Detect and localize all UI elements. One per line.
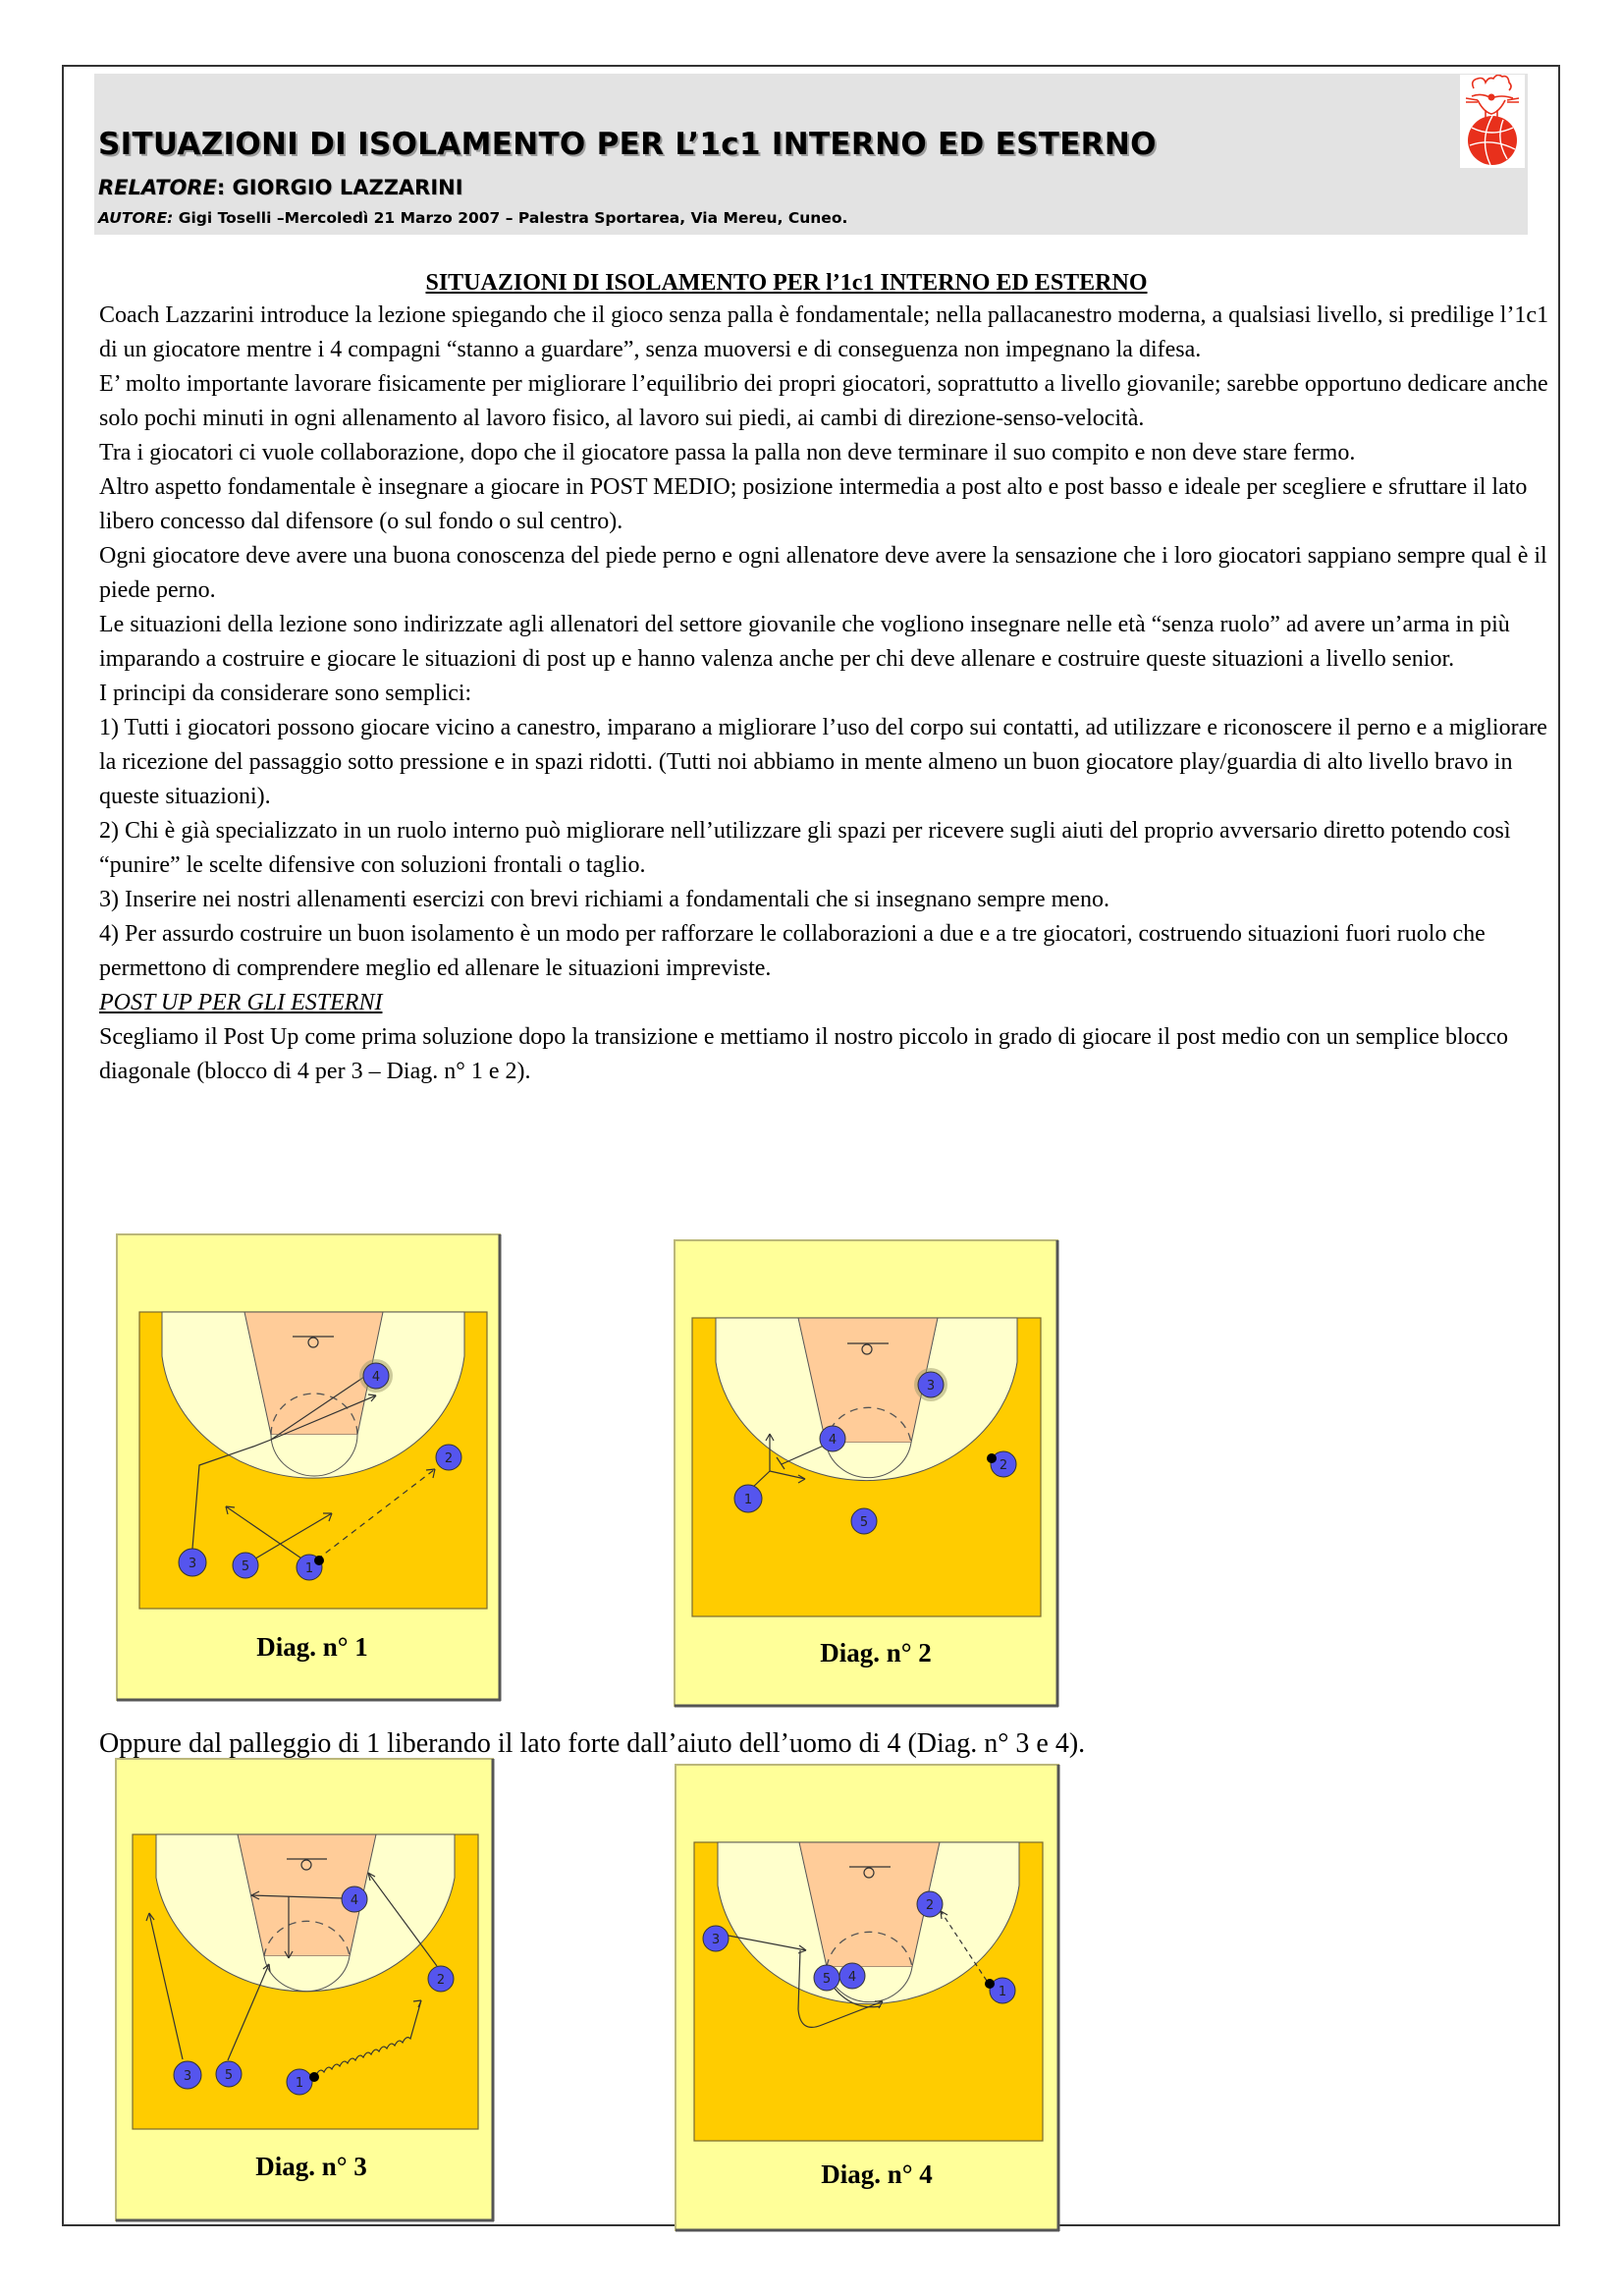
player-label: 5 xyxy=(224,2068,234,2083)
player-label: 2 xyxy=(436,1973,446,1988)
ball-marker xyxy=(314,1556,324,1565)
diagram-2 xyxy=(674,1239,1060,1709)
court xyxy=(692,1318,1041,1616)
paragraph: I principi da considerare sono semplici: xyxy=(99,681,472,706)
player-label: 1 xyxy=(304,1561,314,1576)
player-label: 4 xyxy=(847,1970,857,1985)
court-diagram-1 xyxy=(116,1233,503,1703)
post-up-paragraph: Scegliamo il Post Up come prima soluzione dopo la transizione e mettiamo il nostro piccolo in grado di giocare il post medio con un semplice blocco diagonale (blocco di 4 per 3 – Diag. n° 1 e 2). xyxy=(99,1024,1509,1084)
subheading: POST UP PER GLI ESTERNI xyxy=(99,990,383,1015)
diagram-caption: Diag. n° 3 xyxy=(255,2152,367,2181)
mid-paragraph: Oppure dal palleggio di 1 liberando il lato forte dall’aiuto dell’uomo di 4 (Diag. n° 3 e 4). xyxy=(99,1728,1086,1759)
player-label: 4 xyxy=(371,1370,381,1385)
player-5 xyxy=(851,1508,877,1534)
document-header xyxy=(94,74,1528,235)
relatore-label: RELATORE xyxy=(98,176,217,199)
player-label: 5 xyxy=(859,1515,869,1530)
player-4 xyxy=(820,1426,845,1451)
player-label: 4 xyxy=(828,1433,838,1448)
player-4 xyxy=(342,1886,367,1912)
player-5 xyxy=(233,1553,258,1578)
player-label: 5 xyxy=(822,1972,832,1987)
player-3 xyxy=(918,1372,944,1397)
diagram-caption: Diag. n° 4 xyxy=(821,2159,933,2189)
diagram-3 xyxy=(115,1758,496,2223)
paragraph: E’ molto importante lavorare fisicamente per migliorare l’equilibrio dei propri giocatori, soprattutto a livello giovanile; sarebbe opportuno dedicare anche solo pochi minuti in ogni allenamento al lavoro fisico, al lavoro sui piedi, ai cambi di direzione-senso-velocità. xyxy=(99,371,1548,431)
player-2 xyxy=(428,1966,454,1992)
player-4 xyxy=(839,1963,865,1989)
ball-marker xyxy=(985,1979,995,1989)
diagram-4 xyxy=(675,1764,1061,2233)
player-4 xyxy=(363,1363,389,1389)
player-5 xyxy=(814,1965,839,1991)
player-label: 2 xyxy=(925,1898,935,1913)
header-relatore xyxy=(98,176,463,199)
paragraph: Altro aspetto fondamentale è insegnare a giocare in POST MEDIO; posizione intermedia a post alto e post basso e ideale per scegliere e sfruttare il lato libero concesso dal difensore (o sul fondo o sul centro). xyxy=(99,474,1528,534)
player-label: 2 xyxy=(999,1458,1008,1473)
player-label: 1 xyxy=(295,2076,304,2091)
diagram-caption: Diag. n° 2 xyxy=(820,1638,932,1667)
cat-basketball-logo-icon xyxy=(1460,75,1525,168)
autore-label: AUTORE: xyxy=(98,209,174,227)
player-3 xyxy=(703,1926,729,1951)
player-label: 4 xyxy=(350,1893,359,1908)
header-title: SITUAZIONI DI ISOLAMENTO PER L’1c1 INTERNO ED ESTERNO xyxy=(98,127,1157,162)
relatore-value: : GIORGIO LAZZARINI xyxy=(216,176,463,199)
player-2 xyxy=(436,1445,461,1470)
player-label: 3 xyxy=(188,1557,197,1571)
court-diagram-2 xyxy=(674,1239,1060,1709)
player-5 xyxy=(216,2061,242,2087)
autore-value: Gigi Toselli –Mercoledì 21 Marzo 2007 – Palestra Sportarea, Via Mereu, Cuneo. xyxy=(173,209,848,227)
court-diagram-3 xyxy=(115,1758,496,2223)
player-label: 5 xyxy=(241,1559,250,1574)
court-diagram-4 xyxy=(675,1764,1061,2233)
player-label: 2 xyxy=(444,1451,454,1466)
paragraph: Tra i giocatori ci vuole collaborazione, dopo che il giocatore passa la palla non deve terminare il suo compito e non deve stare fermo. xyxy=(99,440,1356,465)
player-2 xyxy=(917,1891,943,1917)
principle-item: 3) Inserire nei nostri allenamenti esercizi con brevi richiami a fondamentali che si insegnano sempre meno. xyxy=(99,887,1109,912)
player-3 xyxy=(179,1549,206,1576)
header-autore xyxy=(98,209,847,227)
player-label: 3 xyxy=(926,1379,936,1394)
ball-marker xyxy=(987,1453,997,1463)
player-label: 1 xyxy=(998,1985,1007,1999)
principle-item: 4) Per assurdo costruire un buon isolamento è un modo per rafforzare le collaborazioni a due e a tre giocatori, costruendo situazioni fuori ruolo che permettono di comprendere meglio ed allenare le situazioni impreviste. xyxy=(99,921,1486,981)
article-body xyxy=(99,267,1552,1089)
player-1 xyxy=(734,1485,762,1512)
section-title: SITUAZIONI DI ISOLAMENTO PER l’1c1 INTERNO ED ESTERNO xyxy=(425,270,1148,296)
paragraph: Le situazioni della lezione sono indirizzate agli allenatori del settore giovanile che vogliono insegnare nelle età “senza ruolo” ad avere un’arma in più imparando a costruire e giocare le situazioni di post up e hanno valenza anche per chi deve allenare e costruire queste situazioni a livello senior. xyxy=(99,612,1510,672)
paragraph: Coach Lazzarini introduce la lezione spiegando che il gioco senza palla è fondamentale; nella pallacanestro moderna, a qualsiasi livello, si predilige l’1c1 di un giocatore mentre i 4 compagni “stanno a guardare”, senza muoversi e di conseguenza non impegnano la difesa. xyxy=(99,302,1549,362)
player-1 xyxy=(287,2069,312,2095)
principle-item: 1) Tutti i giocatori possono giocare vicino a canestro, imparano a migliorare l’uso del corpo sui contatti, ad utilizzare e riconoscere il perno e a migliorare la ricezione del passaggio sotto pressione e in spazi ridotti. (Tutti noi abbiamo in mente almeno un buon giocatore play/guardia di alto livello bravo in queste situazioni). xyxy=(99,715,1547,809)
principle-item: 2) Chi è già specializzato in un ruolo interno può migliorare nell’utilizzare gli spazi per ricevere sugli aiuti del proprio avversario diretto potendo così “punire” le scelte difensive con soluzioni frontali o taglio. xyxy=(99,818,1511,878)
player-3 xyxy=(174,2061,201,2089)
player-label: 3 xyxy=(183,2069,192,2084)
ball-marker xyxy=(309,2072,319,2082)
paragraph: Ogni giocatore deve avere una buona conoscenza del piede perno e ogni allenatore deve avere la sensazione che i loro giocatori sappiano sempre qual è il piede perno. xyxy=(99,543,1547,603)
diagram-1 xyxy=(116,1233,503,1703)
player-label: 3 xyxy=(711,1933,721,1947)
diagram-caption: Diag. n° 1 xyxy=(256,1632,368,1662)
player-label: 1 xyxy=(743,1493,753,1507)
